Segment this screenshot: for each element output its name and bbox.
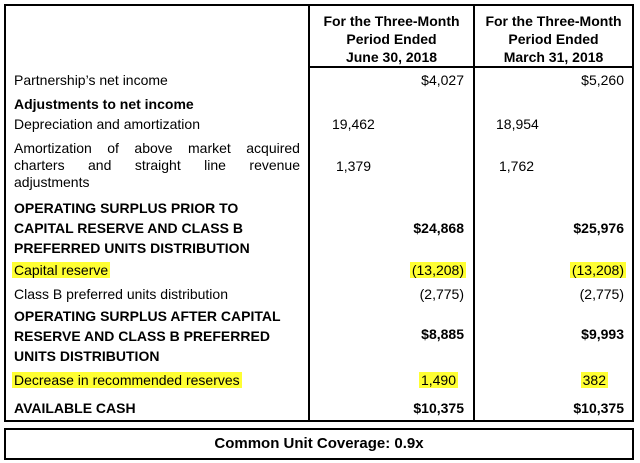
depreciation-col1: 19,462 — [332, 116, 375, 132]
amortization-col1: 1,379 — [336, 158, 372, 174]
available-cash-col1: $10,375 — [413, 400, 464, 416]
amortization-label: Amortization of above market acquired charters and straight line revenue adjustments — [14, 140, 300, 190]
op-surplus-prior-col1: $24,868 — [413, 220, 464, 236]
decrease-reserves-col1: 1,490 — [420, 372, 456, 388]
op-surplus-after-col1: $8,885 — [421, 326, 464, 342]
header-col2: For the Three-Month Period Ended March 31, 2018 — [485, 13, 622, 65]
net-income-col1: $4,027 — [421, 72, 464, 88]
decrease-reserves-col2: 382 — [582, 372, 606, 388]
op-surplus-prior-col2: $25,976 — [573, 220, 624, 236]
capital-reserve-col1: (13,208) — [411, 262, 464, 278]
capital-reserve-col2: (13,208) — [571, 262, 624, 278]
available-cash-label: AVAILABLE CASH — [14, 400, 136, 416]
decrease-reserves-label: Decrease in recommended reserves — [14, 372, 240, 388]
class-b-col1: (2,775) — [419, 286, 464, 302]
header-underline — [475, 66, 632, 68]
net-income-col2: $5,260 — [581, 72, 624, 88]
class-b-col2: (2,775) — [579, 286, 624, 302]
column-divider — [308, 6, 310, 420]
depreciation-label: Depreciation and amortization — [14, 116, 200, 132]
available-cash-col2: $10,375 — [573, 400, 624, 416]
header-col1: For the Three-Month Period Ended June 30, 2018 — [323, 13, 460, 65]
capital-reserve-label: Capital reserve — [14, 262, 109, 278]
amortization-col2: 1,762 — [499, 158, 535, 174]
cash-distribution-table — [4, 4, 634, 422]
op-surplus-after-label: OPERATING SURPLUS AFTER CAPITAL RESERVE AND CLASS B PREFERRED UNITS DISTRIBUTION — [14, 308, 281, 364]
net-income-label: Partnership’s net income — [14, 72, 168, 88]
column-divider — [473, 6, 475, 420]
depreciation-col2: 18,954 — [496, 116, 539, 132]
coverage-summary — [4, 428, 634, 460]
op-surplus-prior-label: OPERATING SURPLUS PRIOR TO CAPITAL RESERVE AND CLASS B PREFERRED UNITS DISTRIBUTION — [14, 200, 250, 256]
header-underline — [310, 66, 473, 68]
adjustments-heading: Adjustments to net income — [14, 96, 194, 112]
op-surplus-after-col2: $9,993 — [581, 326, 624, 342]
coverage-text: Common Unit Coverage: 0.9x — [214, 435, 424, 452]
class-b-label: Class B preferred units distribution — [14, 286, 228, 302]
